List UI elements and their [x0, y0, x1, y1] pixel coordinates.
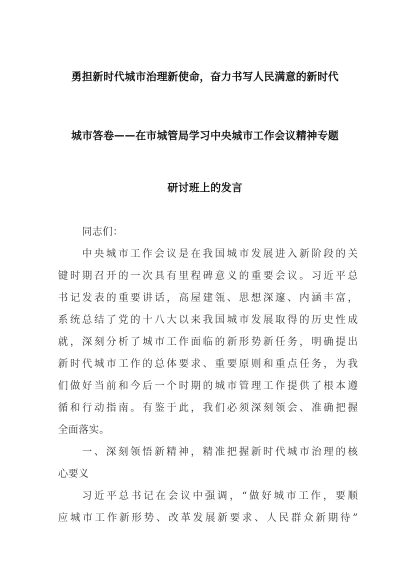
document-title-line-1: 勇担新时代城市治理新使命，奋力书写人民满意的新时代	[71, 71, 339, 83]
paragraph1-line-9: 全面落实。	[58, 425, 110, 436]
paragraph1-line-7: 们做好当前和今后一个时期的城市管理工作提供了根本遵	[58, 381, 358, 392]
paragraph1-line-2: 键时期召开的一次具有里程碑意义的重要会议。习近平总	[58, 271, 358, 282]
paragraph1-line-5: 就，深刻分析了城市工作面临的新形势新任务，明确提出	[58, 337, 358, 348]
paragraph1-line-6: 新时代城市工作的总体要求、重要原则和重点任务，为我	[58, 359, 358, 370]
paragraph1-line-1: 中央城市工作会议是在我国城市发展进入新阶段的关	[82, 249, 358, 260]
document-title-line-2: 城市答卷——在市城管局学习中央城市工作会议精神专题	[71, 130, 339, 142]
paragraph1-line-8: 循和行动指南。有鉴于此，我们必须深刻领会、准确把握	[58, 403, 358, 414]
section1-heading-line-1: 一、深刻领悟新精神，精准把握新时代城市治理的核	[82, 447, 358, 458]
paragraph1-line-3: 书记发表的重要讲话，高屋建瓴、思想深邃、内涵丰富，	[58, 293, 358, 304]
salutation: 同志们：	[82, 227, 124, 238]
section1-heading-line-2: 心要义	[58, 469, 89, 480]
paragraph1-line-4: 系统总结了党的十八大以来我国城市发展取得的历史性成	[58, 315, 358, 326]
document-title-line-3: 研讨班上的发言	[167, 182, 243, 194]
paragraph2-line-2: 应城市工作新形势、改革发展新要求、人民群众新期待”	[58, 513, 358, 524]
paragraph2-line-1: 习近平总书记在会议中强调，“做好城市工作，要顺	[82, 491, 358, 502]
